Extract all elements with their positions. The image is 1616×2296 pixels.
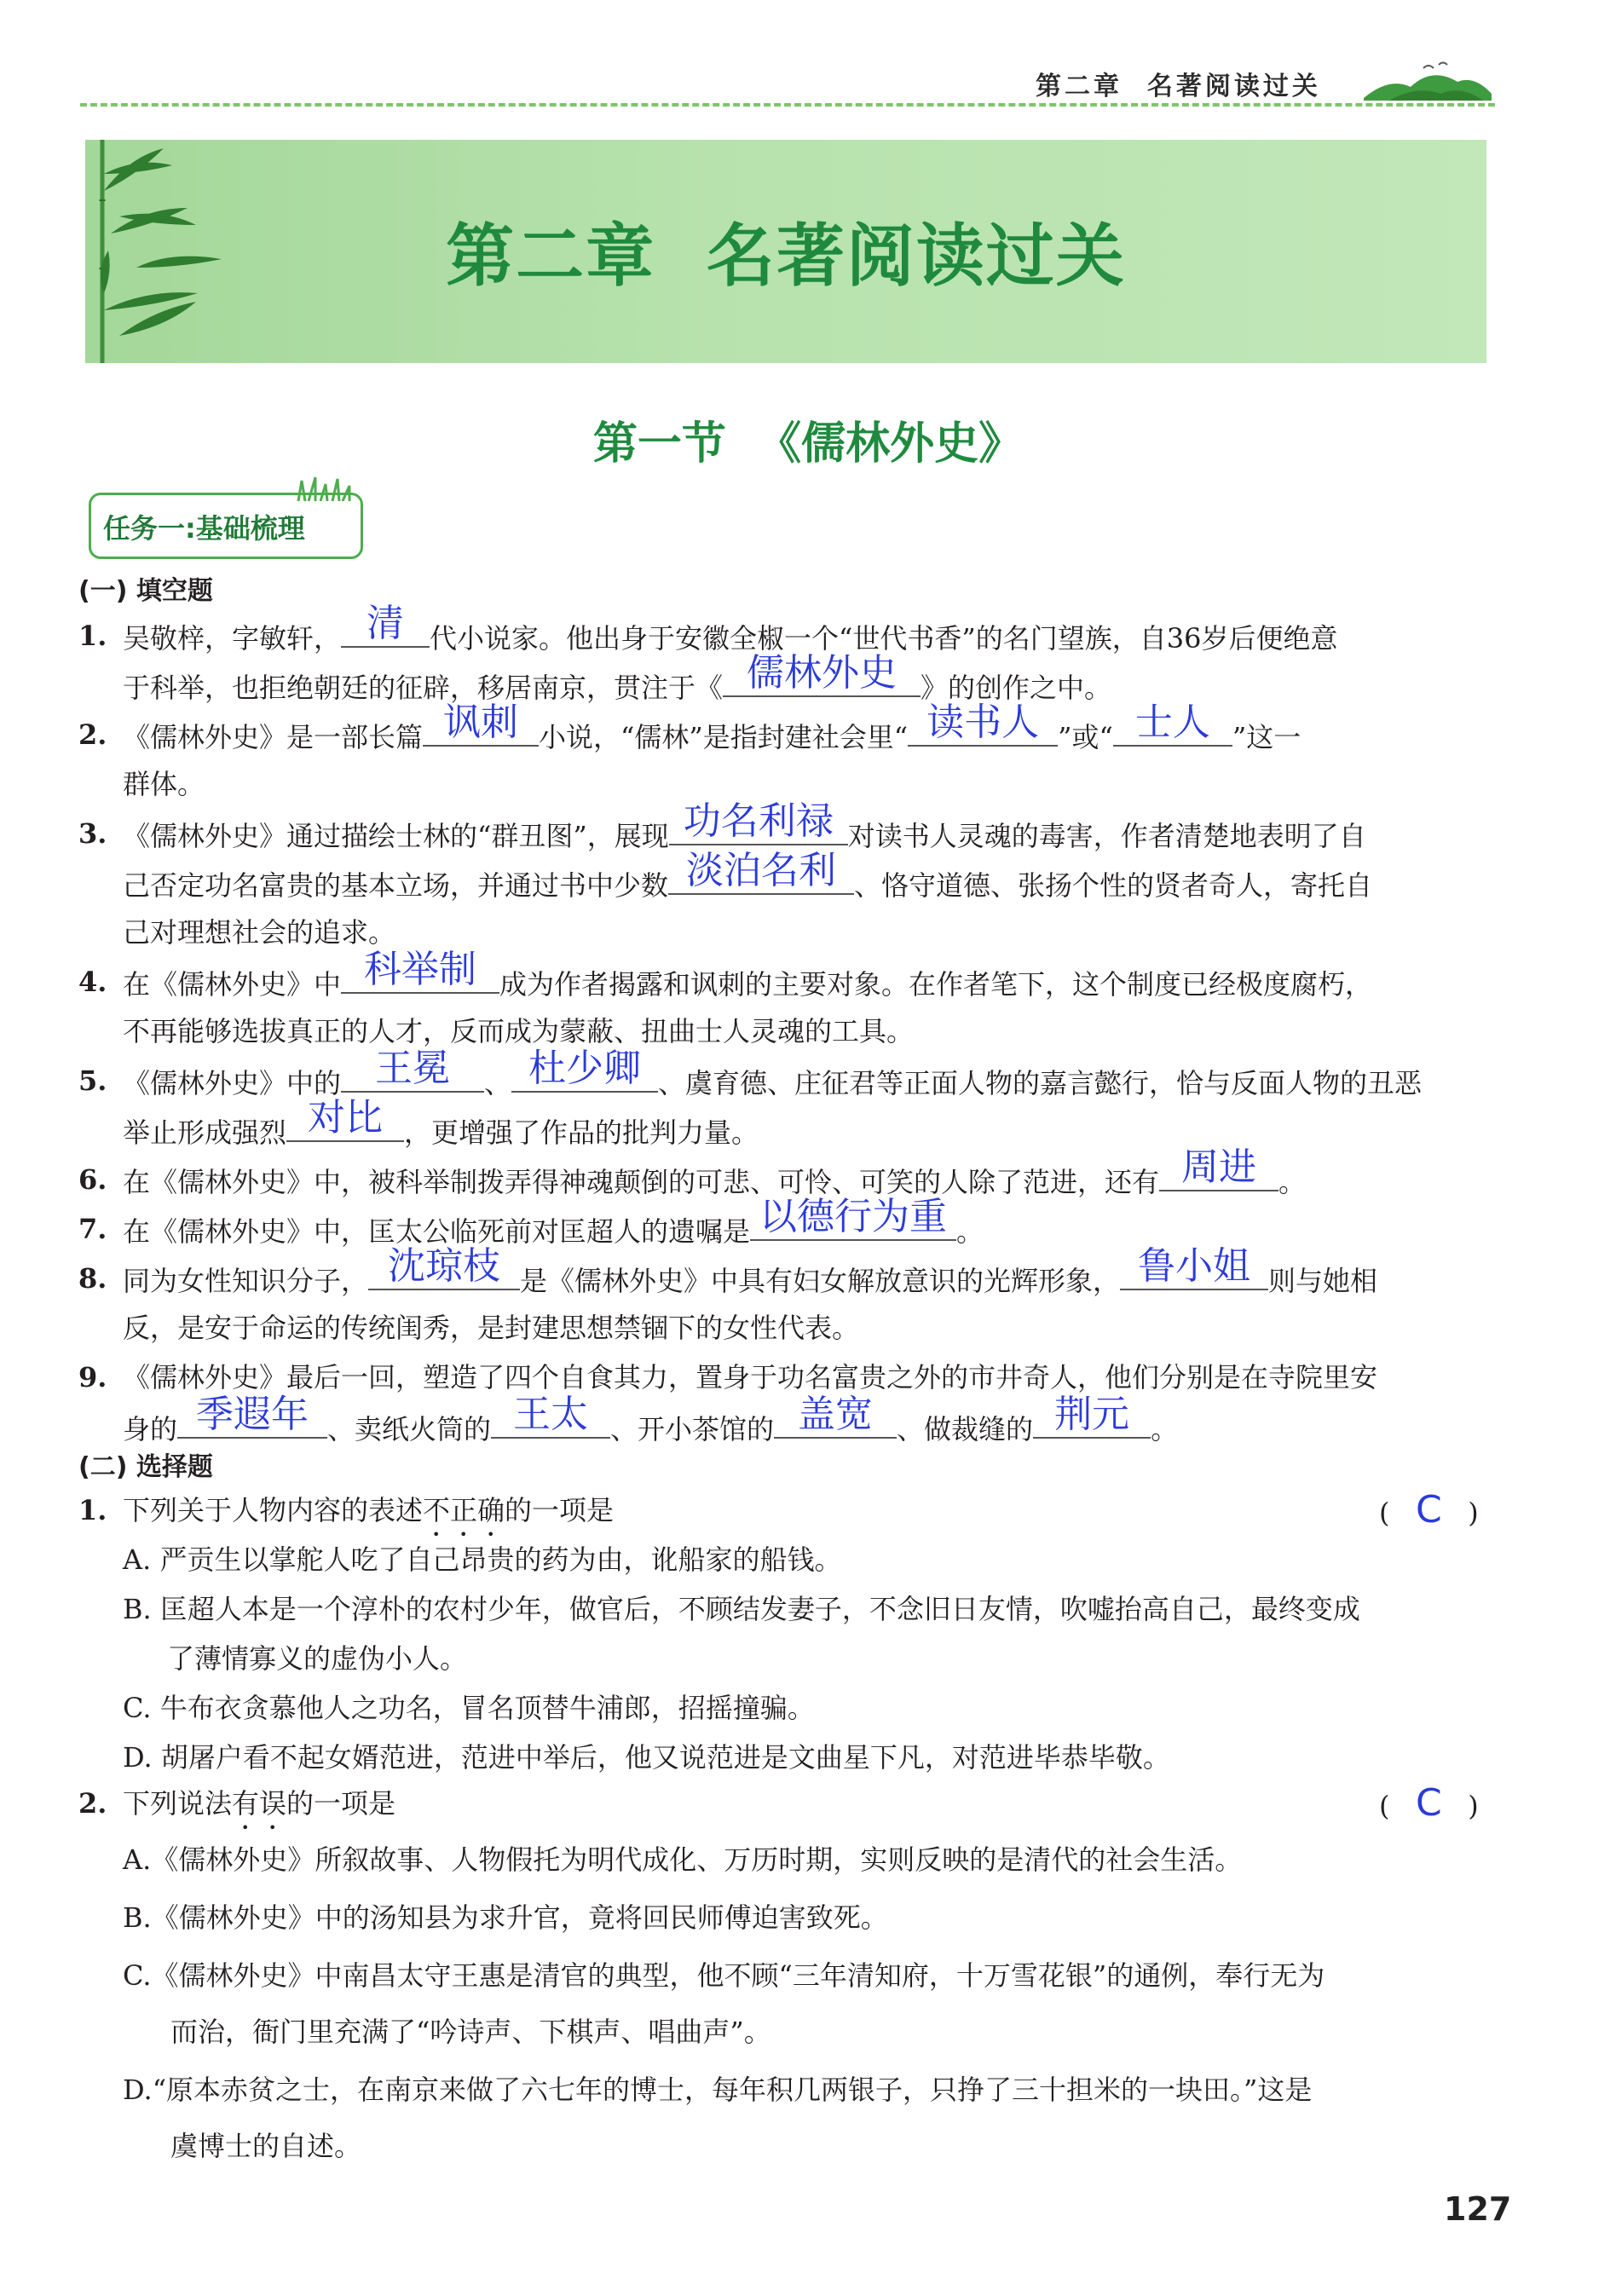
question-text: 身的 — [123, 1413, 178, 1445]
emphasized-text: 不正确 — [423, 1494, 505, 1526]
task-label-box — [89, 493, 363, 559]
task-label: 任务一:基础梳理 — [103, 512, 305, 545]
question-text: 》的创作之中。 — [921, 672, 1112, 704]
answer-blank — [1159, 1145, 1278, 1191]
handwritten-answer: 鲁小姐 — [1138, 1244, 1251, 1288]
answer-blank — [908, 701, 1058, 747]
question-number: 1. — [78, 1494, 107, 1526]
answer-blank — [341, 1047, 484, 1093]
question-stem: 的一项是 — [505, 1494, 615, 1526]
answer-blank — [341, 602, 430, 648]
option-d-continued: 虞博士的自述。 — [170, 2130, 362, 2162]
handwritten-answer: C — [1416, 1488, 1442, 1532]
answer-blank — [286, 1096, 404, 1142]
page-header — [0, 0, 1616, 119]
question-number: 3. — [78, 817, 107, 850]
answer-blank — [1120, 1244, 1268, 1290]
question-text: 。 — [956, 1215, 984, 1248]
option-d: D. 胡屠户看不起女婿范进，范进中举后，他又说范进是文曲星下凡，对范进毕恭毕敬。 — [123, 1741, 1170, 1774]
section-title: 第一节 《儒林外史》 — [592, 418, 1024, 470]
answer-blank — [177, 1393, 327, 1439]
handwritten-answer: 读书人 — [926, 701, 1040, 744]
question-number: 2. — [78, 718, 107, 751]
question-text: 、恪守道德、张扬个性的贤者奇人，寄托自 — [854, 869, 1373, 902]
bracket-right: ) — [1468, 1497, 1479, 1529]
question-text: 。 — [1278, 1166, 1307, 1198]
option-d: D.“原本赤贫之士，在南京来做了六七年的博士，每年积几两银子，只挣了三十担米的一块田。”这是 — [123, 2074, 1313, 2106]
bracket-left: ( — [1379, 1497, 1390, 1529]
question-text: 反，是安于命运的传统闺秀，是封建思想禁锢下的女性代表。 — [123, 1312, 860, 1344]
handwritten-answer: 士人 — [1134, 701, 1210, 744]
question-number: 2. — [78, 1787, 107, 1820]
question-number: 9. — [78, 1361, 107, 1393]
answer-blank — [669, 799, 848, 845]
question-text: 小说，“儒林”是指封建社会里“ — [539, 721, 909, 753]
answer-blank — [491, 1393, 610, 1439]
handwritten-answer: 淡泊名利 — [686, 849, 837, 892]
option-c-continued: 而治，衙门里充满了“吟诗声、下棋声、唱曲声”。 — [170, 2016, 771, 2048]
question-text: 《儒林外史》中的 — [123, 1067, 342, 1099]
answer-bracket — [1379, 1488, 1479, 1532]
question-text: 《儒林外史》是一部长篇 — [123, 721, 424, 753]
question-text: ，更增强了作品的批判力量。 — [404, 1116, 759, 1149]
question-number: 5. — [78, 1064, 107, 1097]
question-text: 对读书人灵魂的毒害，作者清楚地表明了自 — [847, 820, 1366, 852]
emphasized-text: 有误 — [232, 1787, 287, 1820]
handwritten-answer: 杜少卿 — [528, 1047, 642, 1090]
answer-blank — [668, 849, 854, 895]
part2-heading: (二) 选择题 — [78, 1452, 213, 1482]
question-text: 群体。 — [123, 768, 205, 800]
option-b: B.《儒林外史》中的汤知县为求升官，竟将回民师傅迫害致死。 — [123, 1901, 888, 1934]
grass-decoration-icon — [290, 476, 358, 501]
option-b-continued: 了薄情寡义的虚伪小人。 — [167, 1642, 468, 1675]
handwritten-answer: 周进 — [1181, 1145, 1257, 1189]
question-text: 在《儒林外史》中，匡太公临死前对匡超人的遗嘱是 — [123, 1215, 751, 1248]
question-text: 代小说家。他出身于安徽全椒一个“世代书香”的名门望族，自36岁后便绝意 — [430, 622, 1338, 655]
question-text: 不再能够选拔真正的人才，反而成为蒙蔽、扭曲士人灵魂的工具。 — [123, 1015, 915, 1047]
answer-blank — [511, 1047, 658, 1093]
question-text: 、虞育德、庄征君等正面人物的嘉言懿行，恰与反面人物的丑恶 — [658, 1067, 1423, 1099]
handwritten-answer: 以德行为重 — [759, 1195, 948, 1238]
handwritten-answer: 盖宽 — [798, 1393, 874, 1436]
answer-blank — [750, 1195, 956, 1241]
handwritten-answer: 对比 — [308, 1096, 384, 1139]
question-stem: 下列说法 — [123, 1787, 233, 1820]
question-text: 《儒林外史》通过描绘士林的“群丑图”，展现 — [123, 820, 669, 852]
banner-title: 第二章 名著阅读过关 — [446, 216, 1126, 296]
answer-blank — [368, 1244, 520, 1290]
handwritten-answer: 功名利禄 — [683, 799, 834, 843]
answer-blank — [341, 948, 499, 994]
question-text: 己否定功名富贵的基本立场，并通过书中少数 — [123, 869, 669, 902]
handwritten-answer: 科举制 — [364, 948, 477, 991]
chapter-banner — [85, 140, 1486, 363]
bracket-right: ) — [1468, 1790, 1479, 1822]
handwritten-answer: 王冕 — [375, 1047, 451, 1090]
question-text: 在《儒林外史》中 — [123, 968, 342, 1001]
question-number: 7. — [78, 1213, 107, 1245]
question-text: 成为作者揭露和讽刺的主要对象。在作者笔下，这个制度已经极度腐朽， — [499, 968, 1373, 1001]
option-a: A.《儒林外史》所叙故事、人物假托为明代成化、万历时期，实则反映的是清代的社会生活。 — [123, 1843, 1243, 1876]
handwritten-answer: 清 — [366, 602, 405, 645]
option-c: C. 牛布衣贪慕他人之功名，冒名顶替牛浦郎，招摇撞骗。 — [123, 1692, 815, 1724]
question-text: ”这一 — [1232, 721, 1301, 753]
question-text: 同为女性知识分子， — [123, 1265, 369, 1297]
question-text: 吴敬梓，字敏轩， — [123, 622, 342, 655]
question-number: 6. — [78, 1163, 107, 1196]
answer-bracket — [1379, 1781, 1479, 1825]
question-text: 、做裁缝的 — [897, 1413, 1034, 1445]
bracket-left: ( — [1379, 1790, 1390, 1822]
handwritten-answer: 季遐年 — [196, 1393, 309, 1436]
question-number: 8. — [78, 1262, 107, 1295]
question-text: 己对理想社会的追求。 — [123, 916, 396, 949]
handwritten-answer: 荆元 — [1054, 1393, 1130, 1436]
question-text: 举止形成强烈 — [123, 1116, 287, 1149]
question-text: 于科举，也拒绝朝廷的征辟，移居南京，贯注于《 — [123, 672, 724, 704]
handwritten-answer: 王太 — [513, 1393, 589, 1436]
handwritten-answer: 讽刺 — [443, 701, 519, 744]
answer-blank — [423, 701, 539, 747]
question-text: ”或“ — [1058, 721, 1113, 753]
answer-blank — [723, 651, 921, 697]
page-number: 127 — [1444, 2190, 1512, 2228]
answer-blank — [1113, 701, 1232, 747]
part1-heading: (一) 填空题 — [78, 576, 213, 606]
question-text: 《儒林外史》最后一回，塑造了四个自食其力，置身于功名富贵之外的市井奇人，他们分别是在寺院里安 — [123, 1361, 1378, 1393]
question-text: 、卖纸火筒的 — [327, 1413, 492, 1445]
answer-blank — [774, 1393, 897, 1439]
question-text: 、开小茶馆的 — [610, 1413, 775, 1445]
question-text: 、 — [484, 1067, 512, 1099]
option-b: B. 匡超人本是一个淳朴的农村少年，做官后，不顾结发妻子，不念旧日友情，吹嘘抬高自己，最终变成 — [123, 1593, 1360, 1625]
question-text: 是《儒林外史》中具有妇女解放意识的光辉形象， — [520, 1265, 1121, 1297]
question-number: 1. — [78, 620, 107, 652]
question-stem: 下列关于人物内容的表述 — [123, 1494, 424, 1526]
answer-blank — [1033, 1393, 1151, 1439]
question-number: 4. — [78, 966, 107, 998]
mountain-decoration-icon — [1364, 60, 1492, 102]
handwritten-answer: 儒林外史 — [747, 651, 897, 695]
header-chapter-title: 第二章 名著阅读过关 — [1036, 72, 1321, 101]
handwritten-answer: C — [1416, 1781, 1442, 1825]
option-a: A. 严贡生以掌舵人吃了自己昂贵的药为由，讹船家的船钱。 — [123, 1543, 842, 1576]
question-text: 则与她相 — [1268, 1265, 1378, 1297]
header-divider — [80, 103, 1495, 107]
question-stem: 的一项是 — [286, 1787, 396, 1820]
option-c: C.《儒林外史》中南昌太守王惠是清官的典型，他不顾“三年清知府，十万雪花银”的通例，奉行无为 — [123, 1959, 1325, 1992]
question-text: 。 — [1151, 1413, 1179, 1445]
question-text: 在《儒林外史》中，被科举制拨弄得神魂颠倒的可悲、可怜、可笑的人除了范进，还有 — [123, 1166, 1160, 1198]
handwritten-answer: 沈琼枝 — [388, 1244, 501, 1288]
